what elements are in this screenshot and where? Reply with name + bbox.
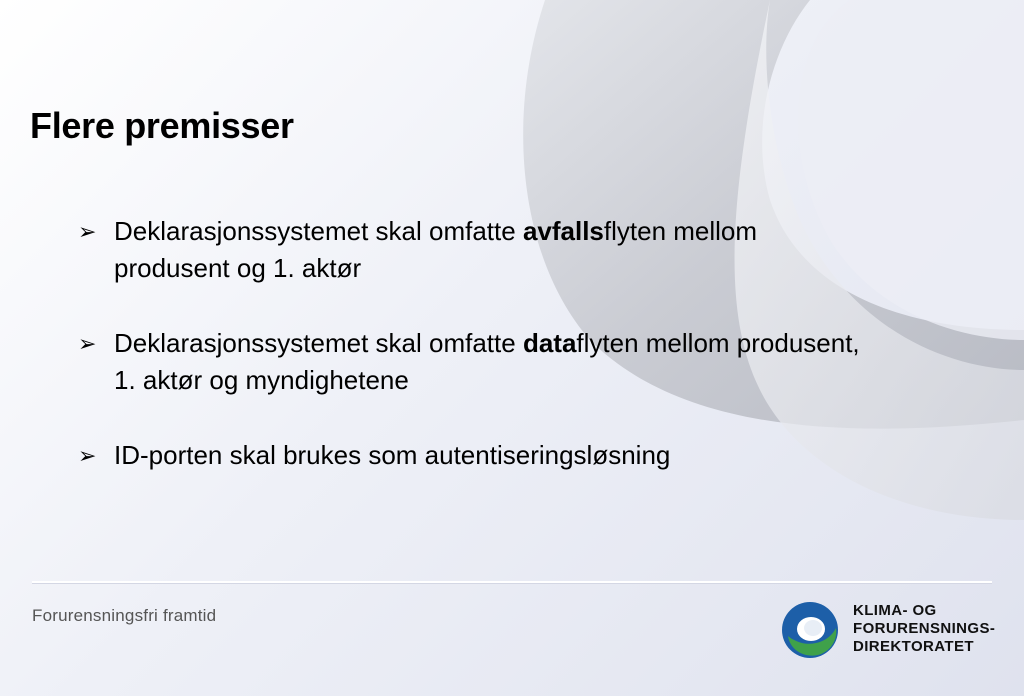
bullet-text: produsent og 1. aktør: [114, 253, 362, 283]
bullet-text: Deklarasjonssystemet skal omfatte: [114, 328, 523, 358]
logo-line: KLIMA- OG: [853, 602, 937, 619]
footer-tagline: Forurensningsfri framtid: [32, 606, 217, 625]
bullet-text: flyten mellom: [603, 216, 758, 246]
footer-divider: [32, 581, 992, 583]
arrow-bullet-icon: ➢: [78, 219, 97, 244]
bullet-emphasis: avfalls: [522, 216, 604, 246]
slide-title: Flere premisser: [30, 105, 294, 146]
bullet-item: [78, 213, 998, 287]
bullet-text: 1. aktør og myndighetene: [114, 365, 409, 395]
bullet-text: ID-porten skal brukes som autentiseringsløsning: [114, 440, 671, 470]
bullet-text: Deklarasjonssystemet skal omfatte: [114, 216, 523, 246]
bullet-item: [78, 325, 998, 399]
bullet-list: [78, 213, 998, 474]
arrow-bullet-icon: ➢: [78, 331, 97, 356]
bullet-emphasis: data: [522, 328, 577, 358]
klif-logo-icon: [780, 600, 840, 660]
logo-line: FORURENSNINGS-: [853, 620, 996, 637]
klif-logo-text: [853, 602, 995, 656]
bullet-text: flyten mellom produsent,: [576, 328, 860, 358]
arrow-bullet-icon: ➢: [78, 443, 97, 468]
bullet-item: [78, 437, 998, 474]
logo-line: DIREKTORATET: [853, 638, 974, 655]
